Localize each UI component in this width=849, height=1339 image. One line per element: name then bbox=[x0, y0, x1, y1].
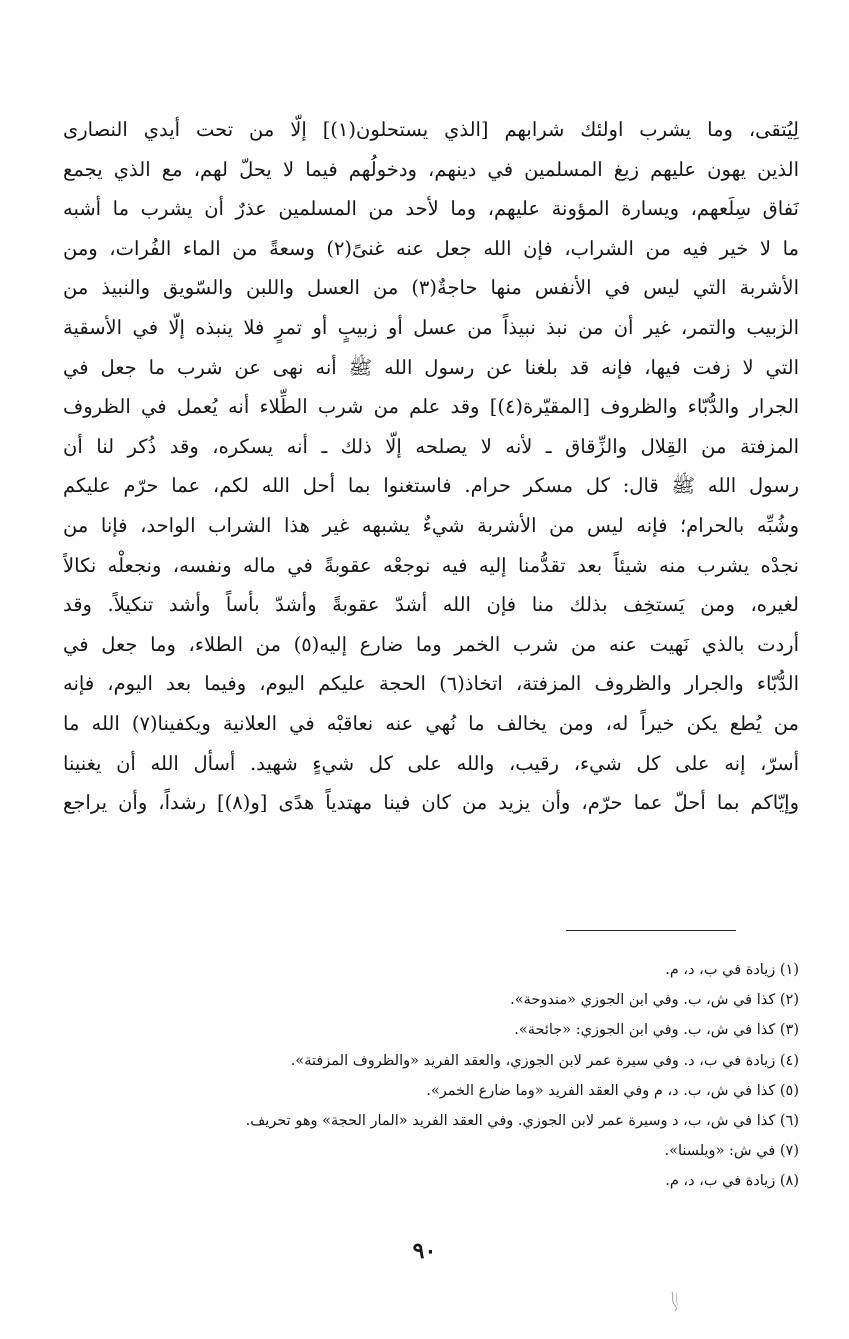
footnote: (٧) في ش: «ويلسنا». bbox=[664, 1143, 799, 1160]
body-line: نجدْه يشرب منه شيئاً بعد تقدُّمنا إليه فيه نوجعْه عقوبةً في ماله ونفسه، ونجعلْه نكالاً bbox=[63, 553, 799, 577]
footnote: (٤) زيادة في ب، د. وفي سيرة عمر لابن الجوزي، والعقد الفريد «والظروف المزفتة». bbox=[290, 1052, 799, 1069]
body-line: الزبيب والتمر، غير أن من نبذ نبيذاً من عسل أو زبيبٍ أو تمرٍ فلا ينبذه إلّا في الأسقية bbox=[63, 315, 799, 339]
body-line: لِيُتقى، وما يشرب اولئك شرابهم [الذي يستحلون(١)] إلّا من تحت أيدي النصارى bbox=[63, 118, 799, 141]
body-line: المزفتة من القِلال والزِّقاق ـ لأنه لا يصلحه إلّا ذلك ـ أنه يسكره، وقد ذُكر لنا أن bbox=[63, 434, 799, 458]
body-line: التي لا زفت فيها، فإنه قد بلغنا عن رسول الله ﷺ أنه نهى عن شرب ما جعل في bbox=[63, 355, 799, 379]
footnote: (٣) كذا في ش، ب. وفي ابن الجوزي: «جائحة». bbox=[514, 1022, 799, 1039]
body-line: أسرّ، إنه على كل شيء، رقيب، والله على كل شيءٍ شهيد. أسأل الله أن يغنينا bbox=[63, 751, 799, 775]
body-line: الدُّبّاء والجرار والظروف المزفتة، اتخاذ(٦) الحجة عليكم اليوم، وفيما بعد اليوم، فإنه bbox=[63, 672, 799, 696]
body-text bbox=[63, 110, 799, 823]
body-line: من يُطع يكن خيراً له، ومن يخالف ما نُهي عنه نعاقبْه في العلانية ويكفينا(٧) الله ما bbox=[63, 711, 799, 735]
footnote: (٦) كذا في ش، ب، د وسيرة عمر لابن الجوزي. وفي العقد الفريد «المار الحجة» وهو تحريف. bbox=[245, 1112, 799, 1129]
footnote: (٢) كذا في ش، ب. وفي ابن الجوزي «مندوحة». bbox=[510, 992, 799, 1009]
footnote: (٥) كذا في ش، ب. د، م وفي العقد الفريد «وما ضارع الخمر». bbox=[426, 1082, 799, 1099]
scan-mark bbox=[668, 1290, 682, 1312]
footnote: (٨) زيادة في ب، د، م. bbox=[665, 1173, 799, 1190]
body-line: الذين يهون عليهم زيغ المسلمين في دينهم، ودخولُهم فيما لا يحلّ لهم، مع الذي يجمع bbox=[63, 157, 799, 181]
footnote-divider bbox=[566, 930, 736, 931]
body-line: الجرار والدُّبّاء والظروف [المقيّرة(٤)] وقد علم من شرب الطِّلاء أنه يُعمل في الظروف bbox=[63, 395, 799, 419]
body-line: لغيره، ومن يَستخِف بذلك منا فإن الله أشدّ عقوبةً وأشدّ بأساً وأشد تنكيلاً. وقد bbox=[63, 593, 799, 617]
footnotes bbox=[39, 955, 799, 1197]
body-line: الأشربة التي ليس في الأنفس منها حاجةٌ(٣) من العسل واللبن والسّويق والنبيذ من bbox=[63, 276, 799, 300]
footnote: (١) زيادة في ب، د، م. bbox=[665, 962, 799, 978]
body-line: وشُبِّه بالحرام؛ فإنه ليس من الأشربة شيءٌ يشبهه غير هذا الشراب الواحد، فإنا من bbox=[63, 513, 799, 537]
body-line: ما لا خير فيه من الشراب، فإن الله جعل عنه غنىً(٢) وسعةً من الماء الفُرات، ومن bbox=[63, 236, 799, 260]
body-line: أردت بالذي نَهيت عنه من شرب الخمر وما ضارع إليه(٥) من الطلاء، وما جعل في bbox=[63, 632, 799, 656]
body-line: رسول الله ﷺ قال: كل مسكر حرام. فاستغنوا بما أحل الله لكم، عما حرّم عليكم bbox=[63, 474, 799, 498]
page-number: ٩٠ bbox=[412, 1238, 437, 1264]
body-line: وإيّاكم بما أحلّ عما حرّم، وأن يزيد من كان فينا مهتدياً هدًى [و(٨)] رشداً، وأن يراجع bbox=[63, 791, 799, 815]
body-line: نَفاق سِلَعهم، ويسارة المؤونة عليهم، وما لأحد من المسلمين عذرٌ أن يشرب ما أشبه bbox=[63, 197, 799, 221]
